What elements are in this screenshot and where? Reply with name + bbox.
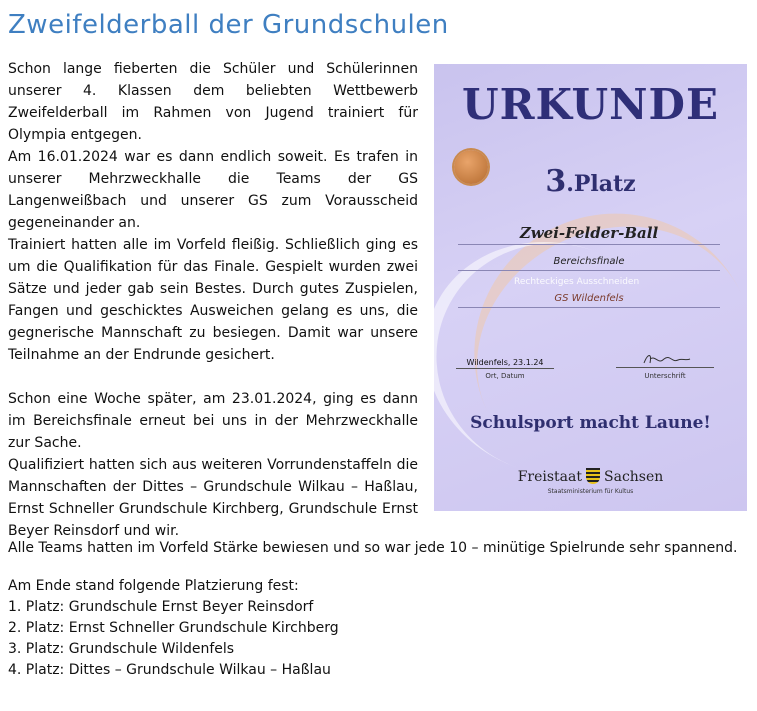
ranking-item: 2. Platz: Ernst Schneller Grundschule Kirchberg (8, 620, 339, 636)
certificate-slogan: Schulsport macht Laune! (470, 413, 711, 433)
signature-icon (642, 351, 692, 367)
ranking-item: 1. Platz: Grundschule Ernst Beyer Reinsdorf (8, 599, 314, 615)
paragraph: Alle Teams hatten im Vorfeld Stärke bewiesen und so war jede 10 – minütige Spielrunde sehr spannend. (8, 540, 738, 556)
certificate-watermark: Rechteckiges Ausschneiden (514, 277, 640, 287)
certificate-image (434, 64, 747, 511)
place-number: 3 (545, 164, 567, 199)
paragraph: Schon lange fieberten die Schüler und Schülerinnen unserer 4. Klassen dem beliebten Wettbewerb Zweifelderball im Rahmen von Jugend trainiert für Olympia entgegen. (8, 61, 418, 143)
ranking-intro: Am Ende stand folgende Platzierung fest: (8, 578, 299, 594)
place-label: .Platz (566, 171, 636, 197)
certificate-school: GS Wildenfels (458, 293, 720, 308)
paragraph: Schon eine Woche später, am 23.01.2024, ging es dann im Bereichsfinale erneut bei uns in der Mehrzweckhalle zur Sache. (8, 391, 418, 451)
state-name-right: Sachsen (604, 469, 664, 485)
article-title: Zweifelderball der Grundschulen (8, 10, 449, 40)
ministry-name: Staatsministerium für Kultus (547, 488, 634, 495)
certificate-place (434, 164, 747, 199)
saxony-crest-icon (586, 468, 600, 484)
state-logo (434, 468, 747, 485)
certificate-place-date: Wildenfels, 23.1.24 (456, 358, 554, 369)
certificate-heading: URKUNDE (462, 80, 719, 129)
article-body-left (8, 58, 418, 542)
paragraph: Am 16.01.2024 war es dann endlich soweit. Es trafen in unserer Mehrzweckhalle die Teams der GS Langenweißbach und unserer GS zum Vorausscheid gegeneinander an. (8, 149, 418, 231)
paragraph: Qualifiziert hatten sich aus weiteren Vorrundenstaffeln die Mannschaften der Dittes – Grundschule Wilkau – Haßlau, Ernst Schneller Grundschule Kirchberg, Grundschule Ernst Beyer Reinsdorf und wir. (8, 457, 418, 539)
paragraph: Trainiert hatten alle im Vorfeld fleißig. Schließlich ging es um die Qualifikation für das Finale. Gespielt wurden zwei Sätze und jeder gab sein Bestes. Durch gutes Zuspielen, Fangen und geschicktes Ausweichen gelang es uns, die gegnerische Mannschaft zu besiegen. Damit war unsere Teilnahme an der Endrunde gesichert. (8, 237, 418, 363)
state-name-left: Freistaat (517, 469, 583, 485)
ranking-item: 3. Platz: Grundschule Wildenfels (8, 641, 235, 657)
paragraph-spacer (8, 366, 418, 388)
ranking-item: 4. Platz: Dittes – Grundschule Wilkau – Haßlau (8, 662, 331, 678)
certificate-sport: Zwei-Felder-Ball (458, 224, 720, 245)
article-body-full (8, 537, 746, 681)
signature-line (616, 351, 714, 368)
place-date-caption: Ort, Datum (485, 372, 525, 380)
ranking-list (8, 597, 746, 681)
signature-caption: Unterschrift (644, 372, 686, 380)
certificate-round: Bereichsfinale (458, 256, 720, 271)
